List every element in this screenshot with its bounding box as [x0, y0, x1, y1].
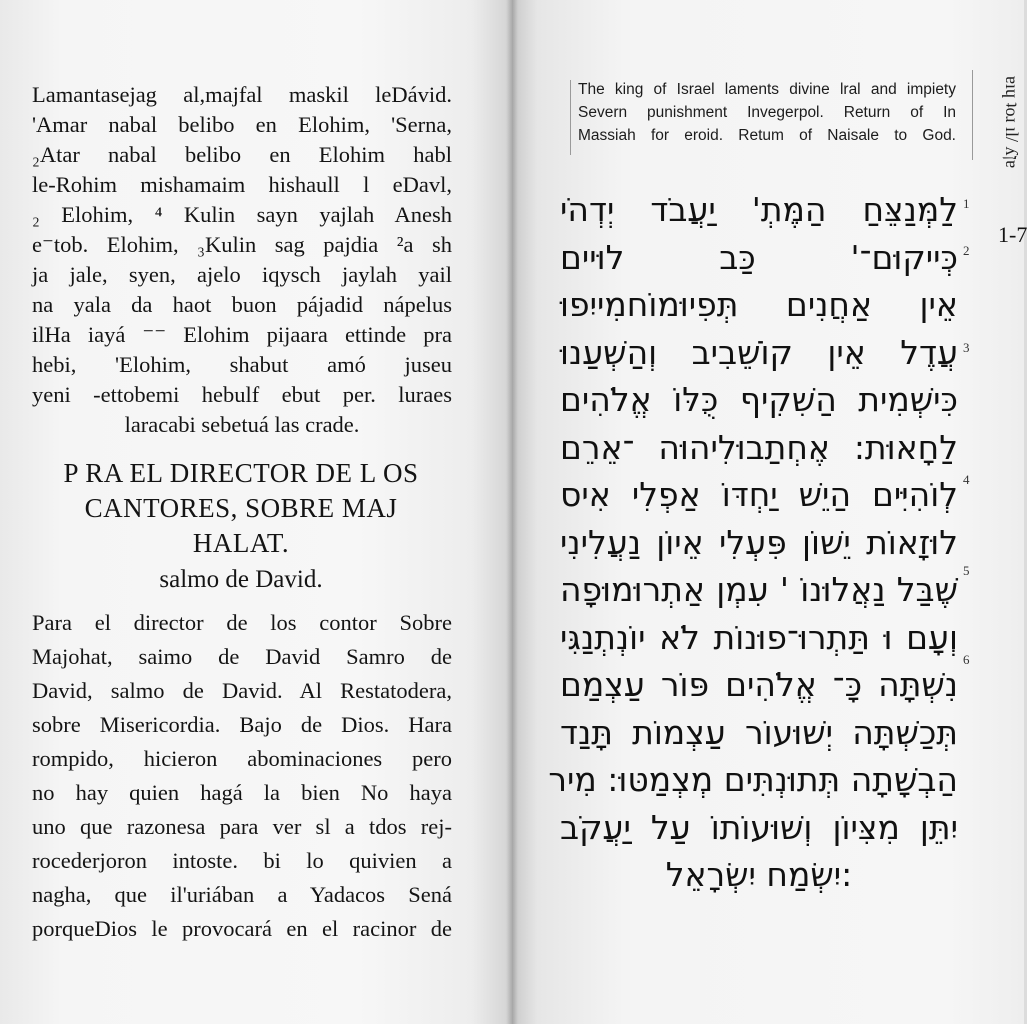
hebrew-line: כִּישְׁמִית הַשִׁקִיף כֻּלּוֹ אֱלֹהִים	[560, 380, 958, 419]
hebrew-line: לַחָאוּת: אֶחְתַבוּלִיהוּה ־אֵרֵם	[560, 427, 958, 467]
body-line: David, salmo de David. Al Restatodera,	[32, 678, 452, 703]
verse-number: 4	[963, 472, 970, 487]
verse-number: 3	[963, 340, 970, 355]
intro-line: ₂Atar nabal belibo en Elohim habl	[32, 142, 452, 167]
hebrew-line: :יִשְׂמַח יִשְׂרָאֵל	[665, 855, 853, 894]
verse-range-marker: 1-7	[998, 222, 1027, 247]
left-page	[0, 0, 512, 1024]
body-line: no hay quien hagá la bien No haya	[32, 780, 452, 805]
intro-line: ₂ Elohim, ⁴ Kulin sayn yajlah Anesh	[32, 202, 452, 227]
chapter-summary	[578, 78, 956, 147]
intro-line: ilHa iayá ⁻⁻ Elohim pijaara ettinde pra	[32, 322, 452, 347]
body-line: Majohat, saimo de David Samro de	[32, 644, 452, 669]
intro-paragraph	[32, 80, 452, 440]
hebrew-line: לְוֹהִיִּים הַיֵשׁ יַחְדּוֹ אַפְלִי אִיס	[560, 475, 958, 514]
summary-line: Severn punishment Invegerpol. Return of In	[578, 104, 956, 121]
hebrew-text	[548, 186, 958, 899]
hebrew-line: אֵין אַחֲנִים תְּפִיוּמוֹחמִייִפוּ	[560, 285, 958, 324]
intro-line: le-Rohim mishamaim hishaull l eDavl,	[32, 172, 452, 197]
verse-number: 2	[963, 243, 970, 258]
body-paragraph	[32, 606, 452, 946]
intro-line: Lamantasejag al,majfal maskil leDávid.	[32, 82, 452, 107]
hebrew-line: תְּכַשְׁתָּה יְשׁוּעוֹר עַצְמוֹת תָּנַד	[560, 712, 958, 752]
intro-line: e⁻tob. Elohim, ₃Kulin sag pajdia ²a sh	[32, 232, 452, 257]
intro-line: ja jale, syen, ajelo iqysch jaylah yail	[32, 262, 452, 287]
summary-line: Massiah for eroid. Retum of Naisale to God.	[578, 127, 956, 144]
hebrew-line: נִשְׁתָּה כָּ־ אֱלֹהִים פּוֹר עַצְמַם	[560, 665, 958, 704]
verse-number: 5	[963, 563, 970, 578]
hebrew-line: יִתֵּן מִצִּיוֹן וְשׁוּעוֹתוֹ עַל יַעֲקֹב	[560, 807, 958, 847]
book-gutter	[506, 0, 518, 1024]
psalm-subheading: salmo de David.	[159, 566, 323, 593]
intro-line: 'Amar nabal belibo en Elohim, 'Serna,	[32, 112, 452, 137]
verse-number: 1	[963, 196, 970, 211]
summary-rule-left	[570, 80, 571, 155]
intro-line: laracabi sebetuá las crade.	[124, 412, 360, 437]
hebrew-line: הַבְשָׁתָה תְּתוּנְתִּים מְצְמַטּוּ: מִיר	[548, 760, 958, 799]
psalm-heading: P RA EL DIRECTOR DE L OS CANTORES, SOBRE MAJ HALAT.	[63, 458, 419, 558]
hebrew-line: לוּזָאוֹת יֵשׁוֹן פִּעְלִי אֵיוֹן נַעֲלִינִי	[560, 522, 958, 562]
body-line: sobre Misericordia. Bajo de Dios. Hara	[32, 712, 452, 737]
intro-line: hebi, 'Elohim, shabut amó juseu	[32, 352, 452, 377]
body-line: porqueDios le provocará en el racinor de	[32, 916, 452, 941]
hebrew-line: שֶׁבַּל נַאֲלוּנוֹ ' עִמְן אַתְרוּמוּפָה	[560, 570, 958, 609]
body-line: rompido, hicieron abominaciones pero	[32, 746, 452, 771]
intro-line: yeni -ettobemi hebulf ebut per. luraes	[32, 382, 452, 407]
intro-line: na yala da haot buon pájadid nápelus	[32, 292, 452, 317]
hebrew-line: עֲדֶל אֵין קוֹשֵׁבִיב וְהַשְׁעַנוּ	[560, 332, 958, 372]
body-line: uno que razonesa para ver sl a tdos rej-	[32, 814, 452, 839]
body-line: nagha, que il'uriában a Yadacos Sená	[32, 882, 452, 907]
hebrew-line: לַמְּנַצֵּחַ הַמֶּתְ' יַעֲבֹד יְדְהֹי	[560, 190, 958, 229]
hebrew-line: כְּייקוּם־' כַּב לוּיים	[560, 237, 958, 277]
verse-number: 6	[963, 652, 970, 667]
body-line: rocederjoron intoste. bi lo quivien a	[32, 848, 452, 873]
summary-line: The king of Israel laments divine lral and impiety	[578, 81, 956, 98]
margin-note: ɐıɥ ʇoɹ ıl/ ʎןɐ	[1002, 76, 1022, 169]
hebrew-line: וְעָם וּ תַּתְרוּ־פוּנוֹת לֹא יוֹנְתְנַגִּי	[560, 617, 958, 657]
body-line: Para el director de los contor Sobre	[32, 610, 452, 635]
summary-rule-right	[972, 70, 973, 160]
